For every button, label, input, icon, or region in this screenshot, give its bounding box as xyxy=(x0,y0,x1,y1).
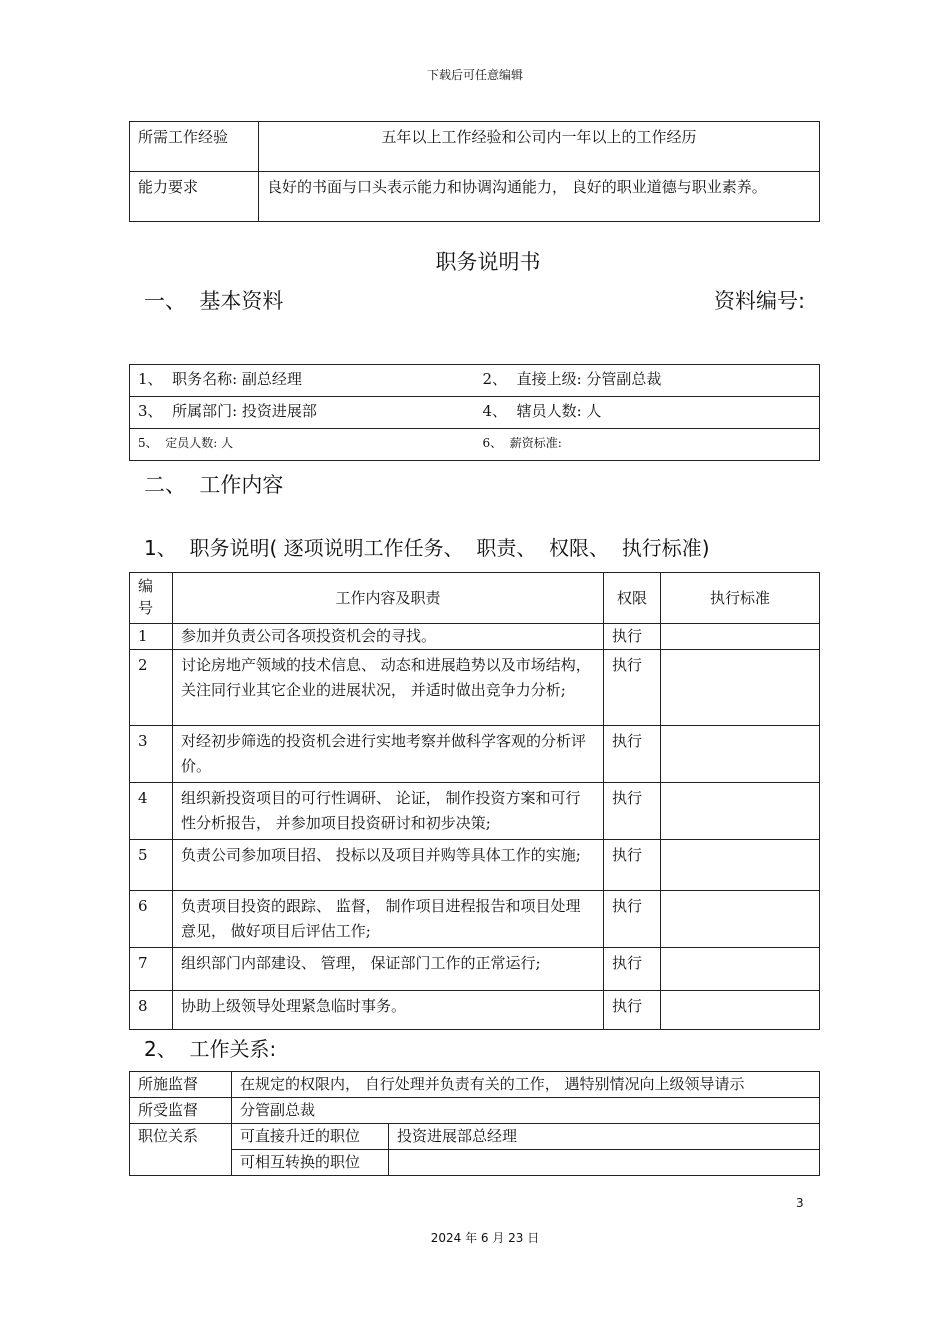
promote-value: 投资进展部总经理 xyxy=(389,1124,820,1150)
relations-table xyxy=(129,1071,820,1176)
row-content: 组织新投资项目的可行性调研、 论证， 制作投资方案和可行性分析报告， 并参加项目投资研讨和初步决策; xyxy=(173,783,604,840)
header-content: 工作内容及职责 xyxy=(173,573,604,624)
basic-info-table xyxy=(129,364,820,461)
table-row xyxy=(130,991,820,1030)
table-row xyxy=(130,122,820,172)
row-content: 负责公司参加项目招、 投标以及项目并购等具体工作的实施; xyxy=(173,840,604,891)
subordinate-count: 4、 辖员人数: 人 xyxy=(475,397,820,429)
headcount: 5、 定员人数: 人 xyxy=(130,429,475,461)
table-row xyxy=(130,1072,820,1098)
table-row xyxy=(130,1124,820,1150)
section1-title: 一、 基本资料 xyxy=(144,289,284,313)
department: 3、 所属部门: 投资进展部 xyxy=(130,397,475,429)
row-content: 组织部门内部建设、 管理， 保证部门工作的正常运行; xyxy=(173,948,604,991)
experience-label: 所需工作经验 xyxy=(130,122,259,172)
row-authority: 执行 xyxy=(604,991,661,1030)
table-row xyxy=(130,624,820,650)
row-content: 讨论房地产领域的技术信息、 动态和进展趋势以及市场结构， 关注同行业其它企业的进展状况， 并适时做出竞争力分析; xyxy=(173,650,604,726)
row-standard xyxy=(661,991,820,1030)
row-standard xyxy=(661,891,820,948)
row-authority: 执行 xyxy=(604,624,661,650)
rotate-label: 可相互转换的职位 xyxy=(232,1150,389,1176)
table-row xyxy=(130,948,820,991)
section2-title: 二、 工作内容 xyxy=(144,473,284,497)
row-number: 6 xyxy=(130,891,173,948)
row-standard xyxy=(661,840,820,891)
position-relation-label: 职位关系 xyxy=(130,1124,232,1176)
row-number: 8 xyxy=(130,991,173,1030)
table-row xyxy=(130,1098,820,1124)
header-note: 下载后可任意编辑 xyxy=(426,68,523,82)
row-standard xyxy=(661,783,820,840)
page-number: 3 xyxy=(796,1196,804,1210)
direct-superior: 2、 直接上级: 分管副总裁 xyxy=(475,365,820,397)
row-standard xyxy=(661,948,820,991)
row-content: 负责项目投资的跟踪、 监督， 制作项目进程报告和项目处理意见， 做好项目后评估工作; xyxy=(173,891,604,948)
supervised-value: 分管副总裁 xyxy=(232,1098,820,1124)
table-row xyxy=(130,397,820,429)
row-standard xyxy=(661,624,820,650)
row-authority: 执行 xyxy=(604,650,661,726)
table-row xyxy=(130,172,820,222)
header-authority: 权限 xyxy=(604,573,661,624)
row-content: 参加并负责公司各项投资机会的寻找。 xyxy=(173,624,604,650)
row-number: 7 xyxy=(130,948,173,991)
footer-date: 2024 年 6 月 23 日 xyxy=(430,1231,540,1245)
duties-table xyxy=(129,572,820,1030)
row-number: 4 xyxy=(130,783,173,840)
requirements-table xyxy=(129,121,820,222)
table-row xyxy=(130,726,820,783)
row-standard xyxy=(661,650,820,726)
row-number: 1 xyxy=(130,624,173,650)
row-number: 2 xyxy=(130,650,173,726)
header-number: 编号 xyxy=(130,573,173,624)
table-row xyxy=(130,891,820,948)
header-standard: 执行标准 xyxy=(661,573,820,624)
ability-value: 良好的书面与口头表示能力和协调沟通能力， 良好的职业道德与职业素养。 xyxy=(259,172,820,222)
supervises-value: 在规定的权限内， 自行处理并负责有关的工作， 遇特别情况向上级领导请示 xyxy=(232,1072,820,1098)
rotate-value xyxy=(389,1150,820,1176)
row-content: 协助上级领导处理紧急临时事务。 xyxy=(173,991,604,1030)
subsection1-title: 1、 职务说明( 逐项说明工作任务、 职责、 权限、 执行标准) xyxy=(144,536,710,560)
table-row xyxy=(130,650,820,726)
position-name: 1、 职务名称: 副总经理 xyxy=(130,365,475,397)
row-standard xyxy=(661,726,820,783)
table-row xyxy=(130,1150,820,1176)
supervised-label: 所受监督 xyxy=(130,1098,232,1124)
promote-label: 可直接升迁的职位 xyxy=(232,1124,389,1150)
document-number-label: 资料编号: xyxy=(714,289,806,313)
salary-standard: 6、 薪资标准: xyxy=(475,429,820,461)
table-row xyxy=(130,840,820,891)
document-title: 职务说明书 xyxy=(435,250,541,274)
row-number: 5 xyxy=(130,840,173,891)
row-authority: 执行 xyxy=(604,891,661,948)
row-authority: 执行 xyxy=(604,948,661,991)
row-authority: 执行 xyxy=(604,783,661,840)
row-authority: 执行 xyxy=(604,840,661,891)
table-row xyxy=(130,365,820,397)
table-header-row xyxy=(130,573,820,624)
ability-label: 能力要求 xyxy=(130,172,259,222)
table-row xyxy=(130,429,820,461)
row-authority: 执行 xyxy=(604,726,661,783)
supervises-label: 所施监督 xyxy=(130,1072,232,1098)
row-number: 3 xyxy=(130,726,173,783)
subsection2-title: 2、 工作关系: xyxy=(144,1037,277,1061)
row-content: 对经初步筛选的投资机会进行实地考察并做科学客观的分析评价。 xyxy=(173,726,604,783)
table-row xyxy=(130,783,820,840)
experience-value: 五年以上工作经验和公司内一年以上的工作经历 xyxy=(259,122,820,172)
